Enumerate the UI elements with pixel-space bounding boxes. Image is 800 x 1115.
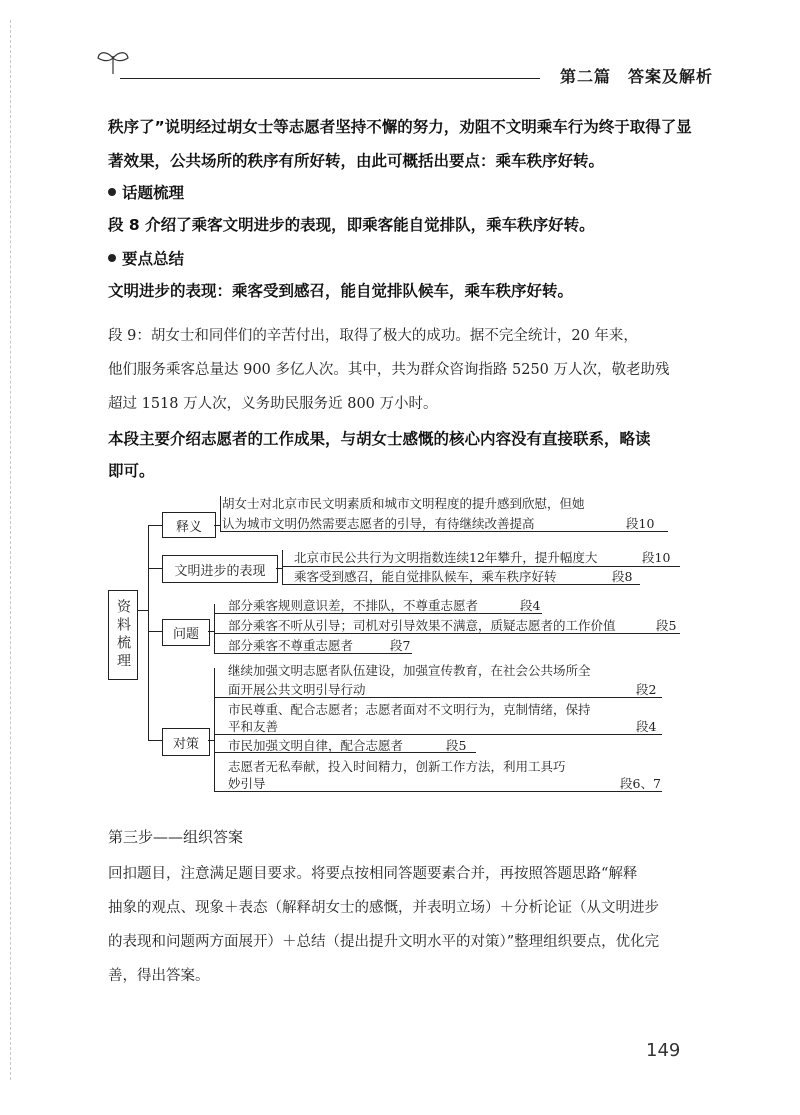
measure-item: 面开展公共文明引导行动	[228, 682, 366, 697]
connector	[148, 525, 162, 526]
paragraph-line: 著效果，公共场所的秩序有所好转，由此可概括出要点：乘车秩序好转。	[108, 152, 605, 170]
progress-node: 文明进步的表现	[162, 555, 278, 583]
topic-text: 段 8 介绍了乘客文明进步的表现，即乘客能自觉排队，乘车秩序好转。	[108, 216, 595, 234]
step3-line: 抽象的观点、现象＋表态（解释胡女士的感慨，并表明立场）＋分析论证（从文明进步	[108, 900, 659, 916]
summary-heading	[108, 248, 184, 270]
measure-ref: 段6、7	[620, 776, 661, 791]
summary-heading-text: 要点总结	[122, 250, 185, 268]
paragraph-line: 秩序了”说明经过胡女士等志愿者坚持不懈的努力，劝阻不文明乘车行为终于取得了显	[108, 118, 692, 136]
bracket	[214, 668, 215, 792]
underline	[214, 791, 662, 792]
explain-text: 认为城市文明仍然需要志愿者的引导，有待继续改善提高	[222, 516, 535, 531]
explain-text: 胡女士对北京市民文明素质和城市文明程度的提升感到欣慰，但她	[222, 496, 585, 511]
problem-item: 部分乘客规则意识差，不排队，不尊重志愿者	[228, 598, 479, 613]
measure-ref: 段5	[446, 738, 467, 753]
measure-item: 市民加强文明自律，配合志愿者	[228, 738, 404, 753]
connector	[148, 525, 149, 740]
leaf-sprout-icon	[96, 46, 130, 76]
step3-line: 回扣题目，注意满足题目要求。将要点按相同答题要素合并，再按照答题思路“解释	[108, 866, 638, 882]
measure-item: 志愿者无私奉献，投入时间精力，创新工作方法，利用工具巧	[228, 759, 566, 774]
summary-text: 文明进步的表现：乘客受到感召，能自觉排队候车，乘车秩序好转。	[108, 282, 574, 300]
progress-ref: 段10	[642, 550, 671, 565]
step3-line: 善，得出答案。	[108, 968, 210, 984]
problem-item: 部分乘客不听从引导；司机对引导效果不满意，质疑志愿者的工作价值	[228, 618, 616, 633]
progress-item: 北京市民公共行为文明指数连续12年攀升，提升幅度大	[294, 550, 598, 565]
problem-ref: 段7	[390, 638, 411, 653]
section-title: 第二篇 答案及解析	[560, 67, 714, 86]
measure-item: 市民尊重、配合志愿者；志愿者面对不文明行为，克制情绪，保持	[228, 702, 591, 717]
connector	[148, 568, 162, 569]
bullet-icon	[108, 188, 116, 196]
connector	[148, 740, 162, 741]
explain-ref: 段10	[626, 516, 655, 531]
segment9-note: 即可。	[108, 462, 155, 480]
progress-ref: 段8	[612, 569, 633, 584]
step3-heading: 第三步——组织答案	[108, 828, 244, 846]
root-node: 资料梳理	[108, 590, 138, 680]
progress-item: 乘客受到感召，能自觉排队候车，乘车秩序好转	[294, 569, 557, 584]
problem-item: 部分乘客不尊重志愿者	[228, 638, 354, 653]
connector	[148, 631, 162, 632]
problem-ref: 段4	[520, 598, 541, 613]
measure-item: 继续加强文明志愿者队伍建设，加强宣传教育，在社会公共场所全	[228, 663, 591, 678]
explain-node: 释义	[162, 512, 216, 538]
binding-edge	[10, 20, 11, 1080]
topic-heading-text: 话题梳理	[122, 184, 185, 202]
page-number: 149	[646, 1040, 681, 1061]
bracket	[214, 604, 215, 654]
segment9-line: 段 9：胡女士和同伴们的辛苦付出，取得了极大的成功。据不完全统计，20 年来，	[108, 328, 638, 344]
problem-node: 问题	[162, 619, 210, 646]
connector	[138, 610, 148, 611]
step3-line: 的表现和问题两方面展开）＋总结（提出提升文明水平的对策）”整理组织要点，优化完	[108, 934, 660, 950]
problem-ref: 段5	[656, 618, 677, 633]
measure-item: 妙引导	[228, 776, 266, 791]
segment9-note: 本段主要介绍志愿者的工作成果，与胡女士感慨的核心内容没有直接联系，略读	[108, 430, 651, 448]
topic-heading	[108, 182, 184, 204]
measure-ref: 段2	[636, 682, 657, 697]
measure-node: 对策	[162, 728, 210, 756]
measure-item: 平和友善	[228, 719, 279, 734]
bullet-icon	[108, 254, 116, 262]
measure-ref: 段4	[636, 719, 657, 734]
segment9-line: 他们服务乘客总量达 900 多亿人次。其中，共为群众咨询指路 5250 万人次，敬老助残	[108, 362, 670, 378]
segment9-line: 超过 1518 万人次，义务助民服务近 800 万小时。	[108, 396, 438, 412]
header-rule	[120, 78, 540, 79]
